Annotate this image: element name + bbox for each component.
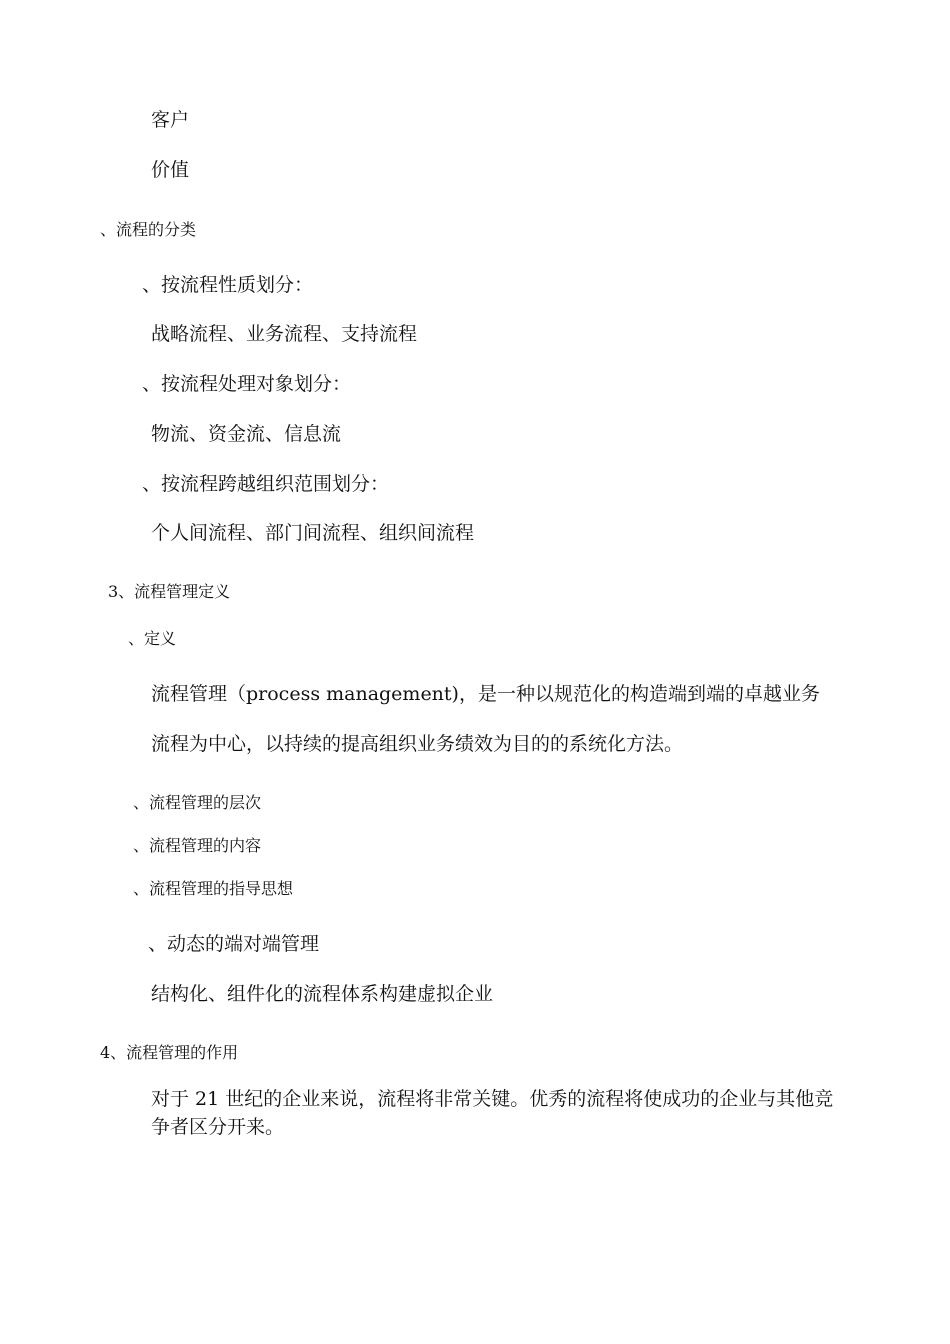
structured-system-text: 结构化、组件化的流程体系构建虚拟企业 bbox=[151, 983, 494, 1005]
contents-heading: 、流程管理的内容 bbox=[133, 836, 262, 855]
definition-text-line-1: 流程管理（process management)，是一种以规范化的构造端到端的卓越业务 bbox=[151, 683, 820, 705]
levels-heading: 、流程管理的层次 bbox=[133, 793, 262, 812]
value-text: 价值 bbox=[151, 159, 190, 181]
guiding-heading: 、流程管理的指导思想 bbox=[133, 879, 294, 898]
by-scope-items: 个人间流程、部门间流程、组织间流程 bbox=[151, 522, 475, 544]
role-heading: 4、流程管理的作用 bbox=[100, 1043, 239, 1062]
by-object-items: 物流、资金流、信息流 bbox=[151, 423, 342, 445]
role-text: 对于 21 世纪的企业来说，流程将非常关键。优秀的流程将使成功的企业与其他竞争者区分开来。 bbox=[151, 1088, 834, 1138]
by-nature-items: 战略流程、业务流程、支持流程 bbox=[151, 323, 418, 345]
by-scope-heading: 、按流程跨越组织范围划分： bbox=[142, 473, 390, 495]
by-nature-heading: 、按流程性质划分： bbox=[142, 274, 314, 296]
by-object-heading: 、按流程处理对象划分： bbox=[142, 373, 352, 395]
definition-text-line-2: 流程为中心，以持续的提高组织业务绩效为目的的系统化方法。 bbox=[151, 733, 684, 755]
customer-text: 客户 bbox=[151, 109, 190, 131]
classification-heading: 、流程的分类 bbox=[100, 220, 197, 239]
definition-subheading: 、定义 bbox=[128, 629, 177, 648]
dynamic-management-text: 、动态的端对端管理 bbox=[148, 933, 320, 955]
definition-heading: 3、流程管理定义 bbox=[108, 582, 231, 601]
